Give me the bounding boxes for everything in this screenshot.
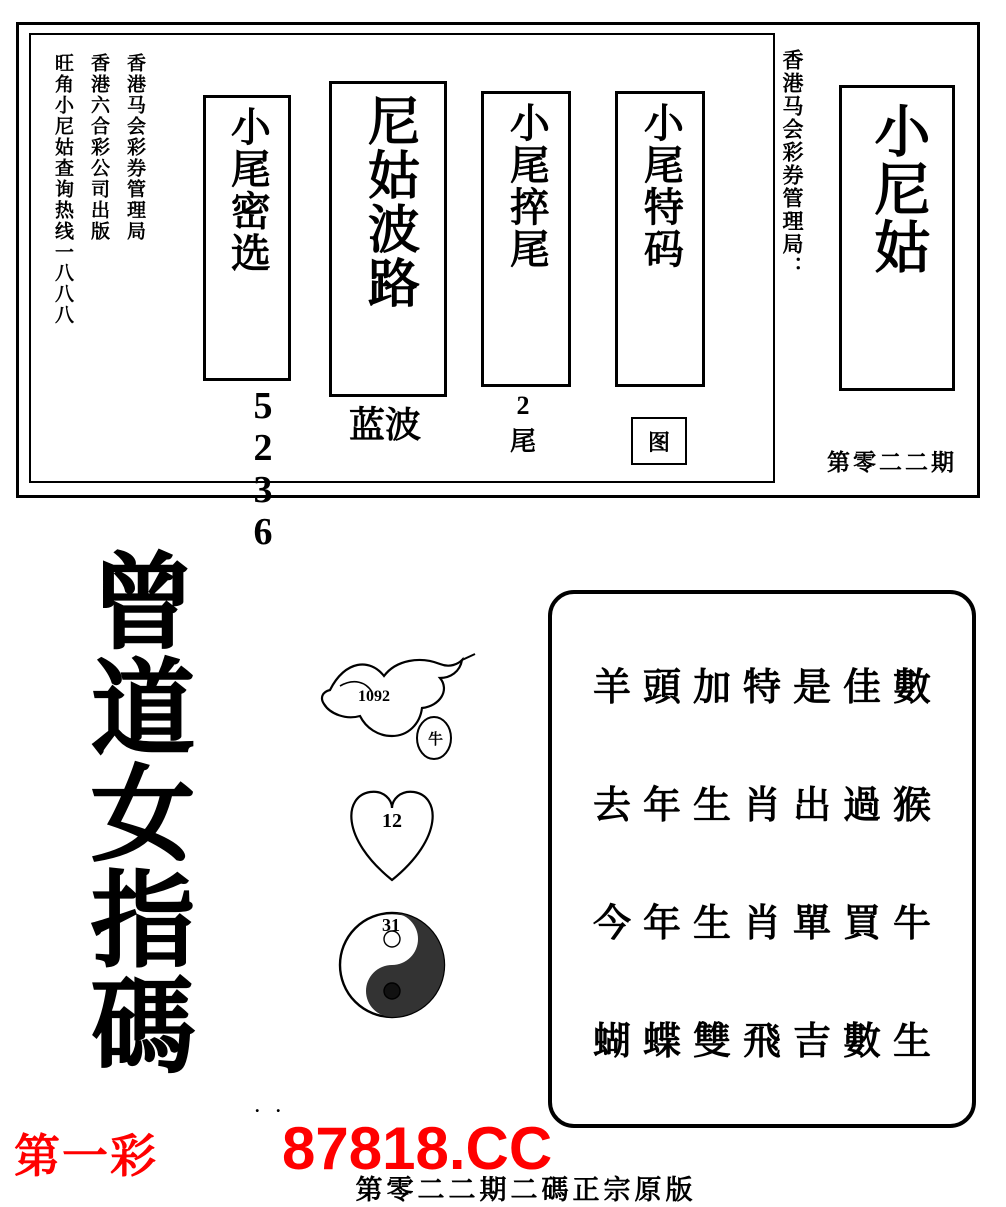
poem-box bbox=[548, 590, 976, 1128]
issue-label: 第零二二期 bbox=[827, 450, 957, 475]
bottom-caption: 第零二二期二碼正宗原版 bbox=[355, 1175, 697, 1205]
box-mixuan-label: 小尾密选 bbox=[225, 106, 271, 274]
top-poster-panel bbox=[16, 22, 980, 553]
big-title-char-0: 曾 bbox=[90, 547, 195, 662]
watermark-url: 87818.CC bbox=[282, 1115, 553, 1182]
ox-label: 牛 bbox=[428, 732, 444, 748]
box-bolu bbox=[329, 81, 447, 397]
box-bolu-label: 尼姑波路 bbox=[359, 94, 417, 310]
yinyang-number: 31 bbox=[382, 915, 400, 935]
box-cuiwei-label: 小尾捽尾 bbox=[504, 102, 550, 270]
poem-line-4: 蝴蝶雙飛吉數生 bbox=[592, 1021, 943, 1063]
box-tema-label: 小尾特码 bbox=[638, 102, 684, 270]
poem-line-2: 去年生肖出過猴 bbox=[592, 785, 943, 827]
cuiwei-number-group bbox=[481, 391, 565, 458]
bolu-color-word: 蓝波 bbox=[348, 405, 421, 445]
doodle-column bbox=[300, 620, 490, 1060]
big-vertical-title bbox=[58, 547, 228, 1087]
doodle-svg bbox=[300, 620, 490, 1060]
cuiwei-number: 2 bbox=[516, 391, 530, 420]
main-title-text: 小尼姑 bbox=[866, 102, 929, 276]
big-title-char-1: 道 bbox=[90, 653, 195, 769]
mixuan-number: 5236 bbox=[242, 385, 284, 553]
poem-line-1: 羊頭加特是佳數 bbox=[592, 667, 943, 709]
watermark-text: 第一彩 bbox=[14, 1131, 158, 1182]
box-tema bbox=[615, 91, 705, 387]
box-mixuan bbox=[203, 95, 291, 381]
big-title-char-2: 女 bbox=[90, 759, 195, 875]
cuiwei-word: 尾 bbox=[509, 427, 536, 456]
box-cuiwei bbox=[481, 91, 571, 387]
heart-number: 12 bbox=[382, 810, 402, 832]
dots-decoration: . . bbox=[255, 1096, 287, 1116]
main-title-box bbox=[839, 85, 955, 391]
big-title-char-3: 指 bbox=[90, 865, 195, 981]
top-inner-frame bbox=[29, 33, 775, 553]
tema-stamp: 图 bbox=[631, 417, 687, 465]
big-title-char-4: 碼 bbox=[90, 971, 195, 1087]
poem-line-3: 今年生肖單買牛 bbox=[592, 903, 943, 945]
hotline-text: 旺角小尼姑查询热线一八八八 bbox=[52, 53, 73, 326]
publisher-text: 香港六合彩公司出版 bbox=[88, 53, 109, 242]
bureau-text: 香港马会彩券管理局 bbox=[124, 53, 145, 242]
bureau-right-text: 香港马会彩券管理局： bbox=[780, 49, 804, 279]
dove-number: 1092 bbox=[358, 688, 390, 705]
